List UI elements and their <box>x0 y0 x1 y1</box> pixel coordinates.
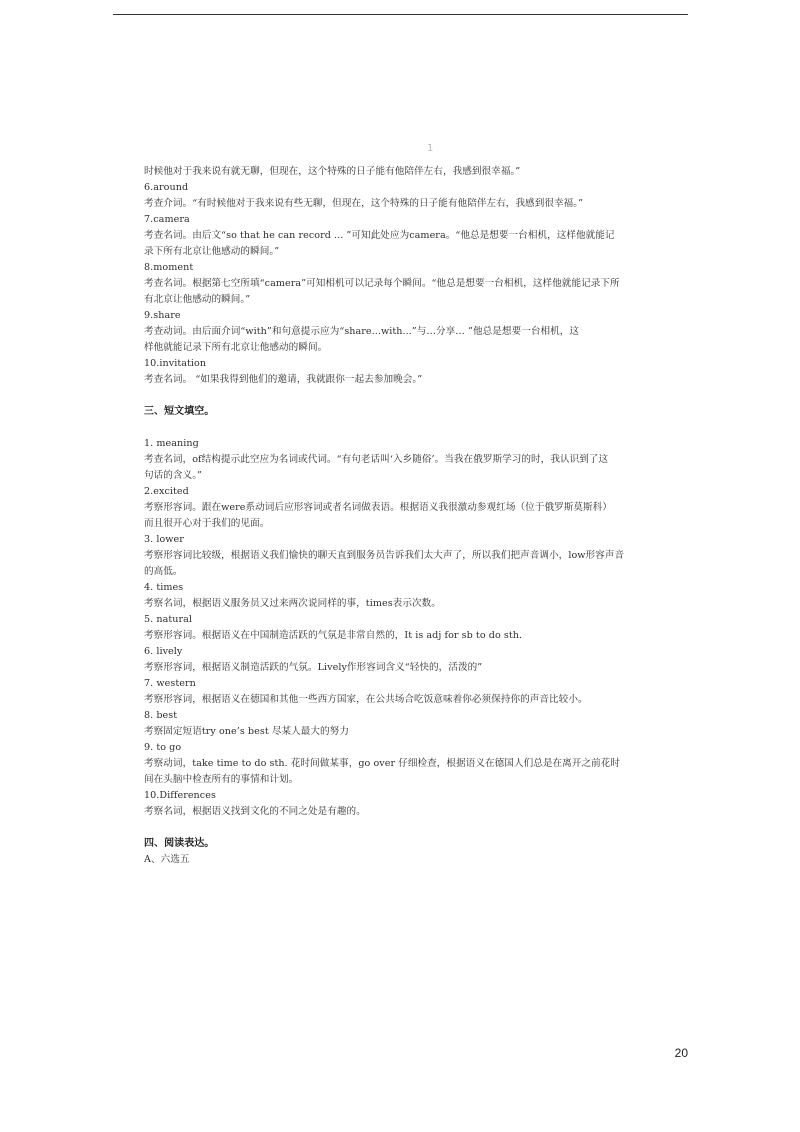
text-line: 考察动词，take time to do sth. 花时间做某事，go over 仔细检查，根据语义在德国人们总是在离开之前花时 <box>144 758 621 769</box>
text-line: 5. natural <box>144 614 193 625</box>
text-line: 7.camera <box>144 214 190 225</box>
text-line: 样他就能记录下所有北京让他感动的瞬间。 <box>144 342 328 353</box>
text-line: 8. best <box>144 710 178 721</box>
text-line: 考察形容词比较级，根据语义我们愉快的聊天直到服务员告诉我们太大声了，所以我们把声音调小，low形容声音 <box>144 550 625 561</box>
text-line: 的高低。 <box>144 566 183 577</box>
text-line: 间在头脑中检查所有的事情和计划。 <box>144 774 299 785</box>
text-line: 考察形容词，根据语义制造活跃的气氛。Lively作形容词含义“轻快的，活泼的” <box>144 662 483 673</box>
text-line: 3. lower <box>144 534 184 545</box>
text-line: 考查名词。根据第七空所填“camera”可知相机可以记录每个瞬间。“他总是想要一台相机，这样他就能记录下所 <box>144 278 620 289</box>
text-line: 6.around <box>144 182 189 193</box>
spacer <box>144 820 664 836</box>
spacer <box>144 420 664 436</box>
text-line: 10.invitation <box>144 358 207 369</box>
text-line: 考察固定短语try one’s best 尽某人最大的努力 <box>144 726 349 737</box>
text-line: 8.moment <box>144 262 194 273</box>
text-line: 6. lively <box>144 646 183 657</box>
text-line: 录下所有北京让他感动的瞬间。” <box>144 246 280 257</box>
text-line: 考查介词。“有时候他对于我来说有些无聊，但现在，这个特殊的日子能有他陪伴左右，我感到很幸福。” <box>144 198 584 209</box>
text-line: 考察名词，根据语义服务员又过来两次说同样的事，times表示次数。 <box>144 598 441 609</box>
answer-block-part-two <box>144 164 664 388</box>
section-four-subtitle: A、六选五 <box>144 854 190 865</box>
text-line: 考察形容词。跟在were系动词后应形容词或者名词做表语。根据语义我很激动参观红场（位于俄罗斯莫斯科） <box>144 502 612 513</box>
text-line: 时候他对于我来说有就无聊，但现在，这个特殊的日子能有他陪伴左右，我感到很幸福。” <box>144 166 521 177</box>
text-line: 7. western <box>144 678 196 689</box>
answer-block-section-three <box>144 436 664 820</box>
text-line: 考察名词，根据语义找到文化的不同之处是有趣的。 <box>144 806 366 817</box>
text-line: 句话的含义。” <box>144 470 203 481</box>
text-line: 考查名词，of结构提示此空应为名词或代词。“有句老话叫‘入乡随俗’。当我在俄罗斯学习的时，我认识到了这 <box>144 454 609 465</box>
text-line: 考察形容词，根据语义在德国和其他一些西方国家，在公共场合吃饭意味着你必须保持你的声音比较小。 <box>144 694 588 705</box>
text-line: 9. to go <box>144 742 182 753</box>
text-line: 考查名词。 “如果我得到他们的邀请，我就跟你一起去参加晚会。” <box>144 374 423 385</box>
text-line: 10.Differences <box>144 790 216 801</box>
spacer <box>144 388 664 404</box>
page-number: 20 <box>674 1046 688 1060</box>
top-rule <box>113 14 688 15</box>
text-line: 考察形容词。根据语义在中国制造活跃的气氛是非常自然的，It is adj for sb to do sth. <box>144 630 523 641</box>
scan-page-mark: 1 <box>427 143 434 154</box>
text-line: 4. times <box>144 582 184 593</box>
section-three-title: 三、短文填空。 <box>144 406 215 417</box>
text-line: 考查动词。由后面介词“with”和句意提示应为“share...with...”与…分享… ”他总是想要一台相机，这 <box>144 326 580 337</box>
section-four-title: 四、阅读表达。 <box>144 838 215 849</box>
document-body <box>144 164 664 868</box>
text-line: 有北京让他感动的瞬间。” <box>144 294 251 305</box>
text-line: 1. meaning <box>144 438 199 449</box>
text-line: 考查名词。由后文“so that he can record ... ”可知此处应为camera。“他总是想要一台相机，这样他就能记 <box>144 230 615 241</box>
text-line: 9.share <box>144 310 181 321</box>
text-line: 2.excited <box>144 486 189 497</box>
text-line: 而且很开心对于我们的见面。 <box>144 518 270 529</box>
